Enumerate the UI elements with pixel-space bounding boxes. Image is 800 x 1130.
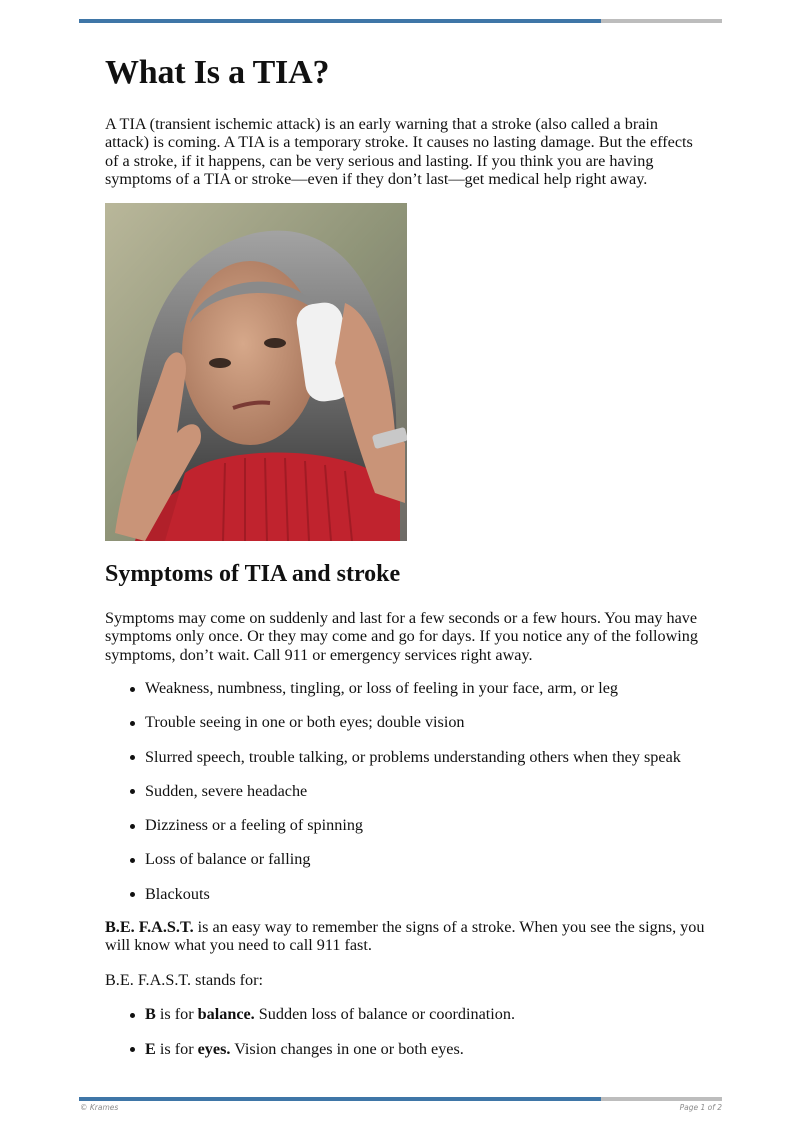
befast-stands-for: B.E. F.A.S.T. stands for: bbox=[105, 971, 264, 989]
symptoms-heading: Symptoms of TIA and stroke bbox=[105, 561, 401, 587]
copyright-text: © Krames bbox=[80, 1103, 119, 1112]
list-item bbox=[105, 1005, 515, 1040]
photo-illustration bbox=[105, 203, 407, 541]
list-item: Loss of balance or falling bbox=[105, 850, 681, 884]
befast-word: eyes. bbox=[197, 1039, 231, 1058]
list-item: Dizziness or a feeling of spinning bbox=[105, 816, 681, 850]
woman-on-phone-photo bbox=[105, 203, 407, 541]
progress-fill bbox=[79, 1097, 601, 1101]
progress-fill bbox=[79, 19, 601, 23]
list-item: Slurred speech, trouble talking, or problems understanding others when they speak bbox=[105, 748, 681, 782]
list-item: Trouble seeing in one or both eyes; double vision bbox=[105, 713, 681, 747]
befast-intro-text: is an easy way to remember the signs of a stroke. When you see the signs, you will know what you need to call 911 fast. bbox=[105, 918, 705, 955]
befast-list bbox=[105, 1005, 515, 1074]
list-item: Sudden, severe headache bbox=[105, 782, 681, 816]
progress-remainder bbox=[601, 19, 722, 23]
befast-desc: Sudden loss of balance or coordination. bbox=[254, 1005, 516, 1023]
list-item bbox=[105, 1040, 515, 1075]
befast-mid: is for bbox=[155, 1039, 198, 1058]
symptoms-list bbox=[105, 679, 681, 919]
befast-desc: Vision changes in one or both eyes. bbox=[230, 1039, 464, 1058]
page-number: Page 1 of 2 bbox=[679, 1103, 722, 1112]
list-item: Weakness, numbness, tingling, or loss of feeling in your face, arm, or leg bbox=[105, 679, 681, 713]
bottom-progress-bar bbox=[79, 1097, 722, 1101]
symptoms-intro-paragraph: Symptoms may come on suddenly and last for a few seconds or a few hours. You may have symptoms only once. Or they may come and go for days. If you notice any of the following symptoms, don’t wait. Call 911 or emergency services right away. bbox=[105, 609, 698, 664]
progress-remainder bbox=[601, 1097, 722, 1101]
befast-mid: is for bbox=[155, 1005, 198, 1023]
befast-word: balance. bbox=[197, 1005, 255, 1023]
list-item: Blackouts bbox=[105, 885, 681, 919]
top-progress-bar bbox=[79, 19, 722, 23]
befast-letter: B bbox=[145, 1005, 156, 1023]
befast-acronym: B.E. F.A.S.T. bbox=[105, 918, 194, 936]
intro-paragraph: A TIA (transient ischemic attack) is an early warning that a stroke (also called a brain attack) is coming. A TIA is a temporary stroke. It causes no lasting damage. But the effects of a stroke, if it happens, can be very serious and lasting. If you think you are having symptoms of a TIA or stroke—even if they don’t last—get medical help right away. bbox=[105, 115, 693, 189]
befast-intro-paragraph bbox=[105, 918, 705, 955]
page-title: What Is a TIA? bbox=[105, 54, 330, 91]
befast-letter: E bbox=[145, 1039, 156, 1058]
